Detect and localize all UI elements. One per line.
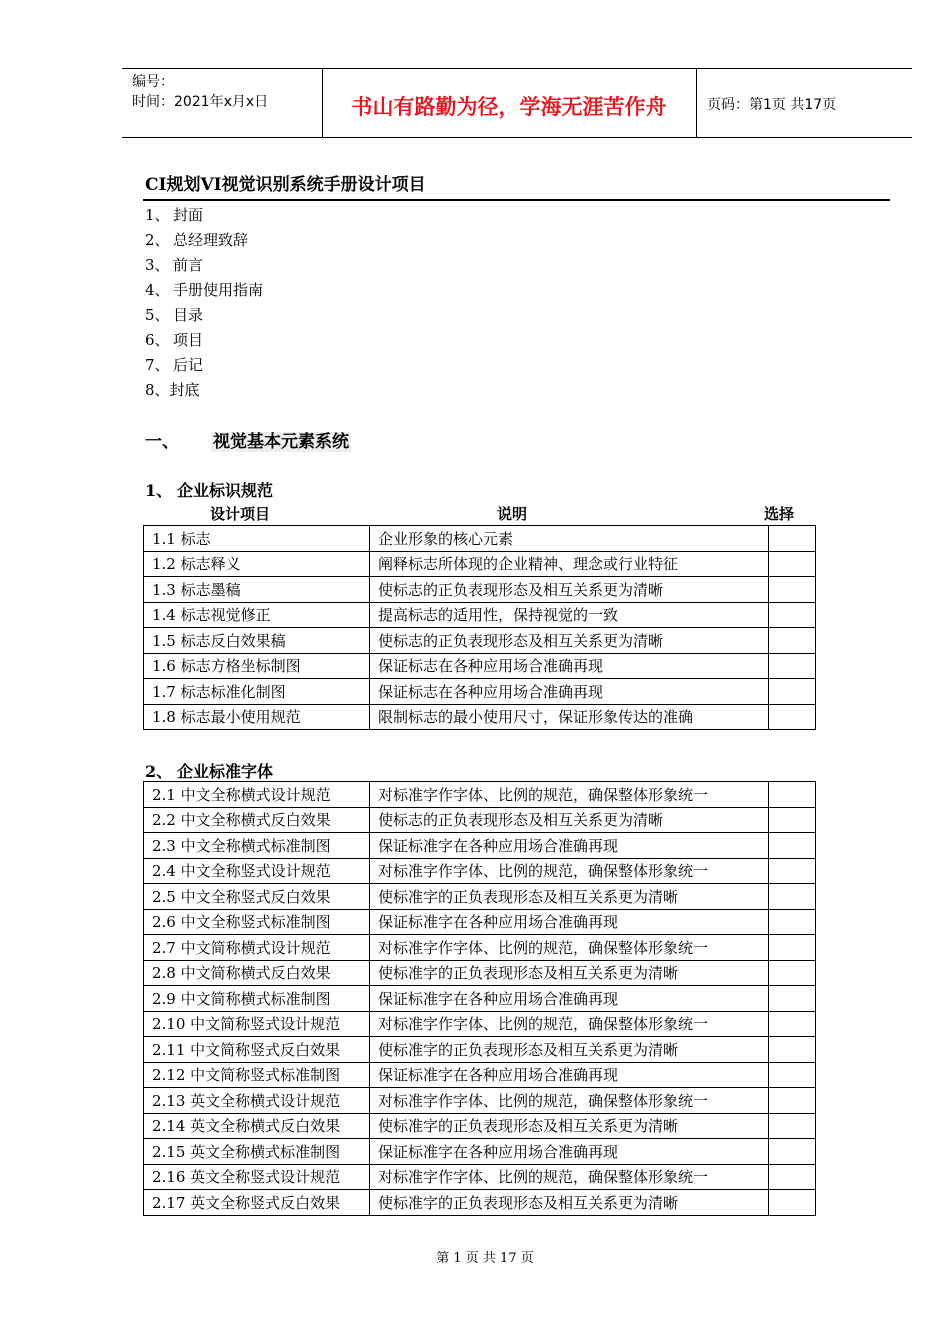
- list-item: [145, 278, 263, 303]
- title-divider: [143, 199, 890, 201]
- table-row: [144, 1190, 816, 1216]
- selection-checkbox[interactable]: [769, 1037, 816, 1063]
- table-row: [144, 1164, 816, 1190]
- list-item-text: 前言: [173, 256, 204, 274]
- item-cell: 2.9 中文简称横式标准制图: [144, 986, 370, 1012]
- list-item-number: 1、: [145, 206, 170, 224]
- section-number: 一、: [145, 432, 179, 452]
- subsection-number: 2、: [145, 762, 173, 781]
- selection-checkbox[interactable]: [769, 986, 816, 1012]
- list-item-text: 封面: [173, 206, 204, 224]
- table-row: [144, 807, 816, 833]
- selection-checkbox[interactable]: [769, 628, 816, 654]
- table-row: [144, 1113, 816, 1139]
- item-cell: 2.6 中文全称竖式标准制图: [144, 909, 370, 935]
- selection-checkbox[interactable]: [769, 551, 816, 577]
- section-title: 视觉基本元素系统: [213, 432, 349, 452]
- table-row: [144, 653, 816, 679]
- logo-spec-table: [143, 525, 816, 730]
- table-row: [144, 551, 816, 577]
- description-cell: 对标准字作字体、比例的规范，确保整体形象统一: [370, 858, 769, 884]
- subsection-title: 企业标识规范: [177, 481, 274, 500]
- list-item-number: 8、: [145, 381, 170, 399]
- item-cell: 2.1 中文全称横式设计规范: [144, 782, 370, 808]
- item-cell: 1.4 标志视觉修正: [144, 602, 370, 628]
- contents-list: [145, 203, 263, 403]
- description-cell: 使标准字的正负表现形态及相互关系更为清晰: [370, 960, 769, 986]
- selection-checkbox[interactable]: [769, 1088, 816, 1114]
- list-item-number: 6、: [145, 331, 170, 349]
- item-cell: 2.17 英文全称竖式反白效果: [144, 1190, 370, 1216]
- selection-checkbox[interactable]: [769, 1113, 816, 1139]
- item-cell: 2.12 中文简称竖式标准制图: [144, 1062, 370, 1088]
- table-row: [144, 986, 816, 1012]
- selection-checkbox[interactable]: [769, 935, 816, 961]
- table-row: [144, 1139, 816, 1165]
- subsection-heading-2: [145, 759, 273, 782]
- description-cell: 使标志的正负表现形态及相互关系更为清晰: [370, 577, 769, 603]
- list-item: [145, 328, 263, 353]
- item-cell: 2.15 英文全称横式标准制图: [144, 1139, 370, 1165]
- table-row: [144, 960, 816, 986]
- description-cell: 对标准字作字体、比例的规范，确保整体形象统一: [370, 1164, 769, 1190]
- description-cell: 企业形象的核心元素: [370, 526, 769, 552]
- subsection-number: 1、: [145, 481, 173, 500]
- selection-checkbox[interactable]: [769, 526, 816, 552]
- item-cell: 2.13 英文全称横式设计规范: [144, 1088, 370, 1114]
- description-cell: 对标准字作字体、比例的规范，确保整体形象统一: [370, 782, 769, 808]
- selection-checkbox[interactable]: [769, 909, 816, 935]
- description-cell: 对标准字作字体、比例的规范，确保整体形象统一: [370, 1088, 769, 1114]
- selection-checkbox[interactable]: [769, 1164, 816, 1190]
- item-cell: 1.7 标志标准化制图: [144, 679, 370, 705]
- selection-checkbox[interactable]: [769, 884, 816, 910]
- table-row: [144, 1062, 816, 1088]
- item-cell: 2.5 中文全称竖式反白效果: [144, 884, 370, 910]
- selection-checkbox[interactable]: [769, 960, 816, 986]
- selection-checkbox[interactable]: [769, 577, 816, 603]
- header-motto-cell: [322, 69, 697, 137]
- table-row: [144, 909, 816, 935]
- column-header-item: 设计项目: [210, 505, 271, 523]
- list-item-number: 5、: [145, 306, 170, 324]
- description-cell: 保证标准字在各种应用场合准确再现: [370, 1139, 769, 1165]
- item-cell: 2.7 中文简称横式设计规范: [144, 935, 370, 961]
- motto: 书山有路勤为径，学海无涯苦作舟: [351, 95, 667, 119]
- item-cell: 2.10 中文简称竖式设计规范: [144, 1011, 370, 1037]
- item-cell: 1.8 标志最小使用规范: [144, 704, 370, 730]
- time-label: 时间：2021年x月x日: [132, 94, 269, 110]
- header-page-cell: [697, 69, 912, 137]
- list-item: [145, 378, 263, 403]
- item-cell: 1.6 标志方格坐标制图: [144, 653, 370, 679]
- font-spec-table: [143, 781, 816, 1216]
- selection-checkbox[interactable]: [769, 858, 816, 884]
- selection-checkbox[interactable]: [769, 1011, 816, 1037]
- selection-checkbox[interactable]: [769, 1190, 816, 1216]
- number-label: 编号：: [132, 74, 174, 90]
- section-heading: [145, 427, 351, 452]
- description-cell: 保证标志在各种应用场合准确再现: [370, 679, 769, 705]
- table-row: [144, 782, 816, 808]
- table-row: [144, 1037, 816, 1063]
- table-row: [144, 628, 816, 654]
- list-item-number: 4、: [145, 281, 170, 299]
- item-cell: 2.11 中文简称竖式反白效果: [144, 1037, 370, 1063]
- selection-checkbox[interactable]: [769, 807, 816, 833]
- item-cell: 2.8 中文简称横式反白效果: [144, 960, 370, 986]
- selection-checkbox[interactable]: [769, 602, 816, 628]
- description-cell: 限制标志的最小使用尺寸，保证形象传达的准确: [370, 704, 769, 730]
- item-cell: 1.3 标志墨稿: [144, 577, 370, 603]
- selection-checkbox[interactable]: [769, 782, 816, 808]
- list-item-number: 3、: [145, 256, 170, 274]
- list-item-text: 手册使用指南: [173, 281, 264, 299]
- description-cell: 阐释标志所体现的企业精神、理念或行业特征: [370, 551, 769, 577]
- item-cell: 2.3 中文全称横式标准制图: [144, 833, 370, 859]
- description-cell: 保证标准字在各种应用场合准确再现: [370, 833, 769, 859]
- column-header-select: 选择: [764, 505, 795, 523]
- table-row: [144, 577, 816, 603]
- list-item: [145, 303, 263, 328]
- item-cell: 1.1 标志: [144, 526, 370, 552]
- item-cell: 1.5 标志反白效果稿: [144, 628, 370, 654]
- list-item-text: 后记: [173, 356, 204, 374]
- document-title: CI规划VI视觉识别系统手册设计项目: [145, 175, 426, 195]
- description-cell: 使标准字的正负表现形态及相互关系更为清晰: [370, 884, 769, 910]
- list-item-number: 2、: [145, 231, 170, 249]
- selection-checkbox[interactable]: [769, 679, 816, 705]
- list-item: [145, 253, 263, 278]
- list-item: [145, 203, 263, 228]
- description-cell: 使标准字的正负表现形态及相互关系更为清晰: [370, 1113, 769, 1139]
- selection-checkbox[interactable]: [769, 704, 816, 730]
- table-row: [144, 704, 816, 730]
- table-row: [144, 935, 816, 961]
- list-item: [145, 228, 263, 253]
- subsection-title: 企业标准字体: [177, 762, 274, 781]
- item-cell: 1.2 标志释义: [144, 551, 370, 577]
- list-item-text: 封底: [169, 381, 200, 399]
- selection-checkbox[interactable]: [769, 1062, 816, 1088]
- item-cell: 2.16 英文全称竖式设计规范: [144, 1164, 370, 1190]
- header-meta: [122, 69, 323, 137]
- selection-checkbox[interactable]: [769, 833, 816, 859]
- selection-checkbox[interactable]: [769, 1139, 816, 1165]
- list-item-text: 项目: [173, 331, 204, 349]
- description-cell: 使标志的正负表现形态及相互关系更为清晰: [370, 628, 769, 654]
- description-cell: 对标准字作字体、比例的规范，确保整体形象统一: [370, 1011, 769, 1037]
- description-cell: 使标准字的正负表现形态及相互关系更为清晰: [370, 1037, 769, 1063]
- page-footer: 第 1 页 共 17 页: [436, 1251, 534, 1266]
- item-cell: 2.2 中文全称横式反白效果: [144, 807, 370, 833]
- list-item-number: 7、: [145, 356, 170, 374]
- description-cell: 对标准字作字体、比例的规范，确保整体形象统一: [370, 935, 769, 961]
- item-cell: 2.14 英文全称横式反白效果: [144, 1113, 370, 1139]
- description-cell: 使标准字的正负表现形态及相互关系更为清晰: [370, 1190, 769, 1216]
- description-cell: 保证标准字在各种应用场合准确再现: [370, 909, 769, 935]
- selection-checkbox[interactable]: [769, 653, 816, 679]
- description-cell: 保证标准字在各种应用场合准确再现: [370, 1062, 769, 1088]
- table-row: [144, 1011, 816, 1037]
- table-row: [144, 884, 816, 910]
- description-cell: 提高标志的适用性，保持视觉的一致: [370, 602, 769, 628]
- subsection-heading-1: [145, 478, 273, 501]
- page-header: [122, 68, 912, 138]
- list-item: [145, 353, 263, 378]
- description-cell: 使标志的正负表现形态及相互关系更为清晰: [370, 807, 769, 833]
- table-row: [144, 1088, 816, 1114]
- list-item-text: 总经理致辞: [173, 231, 249, 249]
- description-cell: 保证标志在各种应用场合准确再现: [370, 653, 769, 679]
- page-label: 页码：第1页 共17页: [707, 97, 837, 113]
- description-cell: 保证标准字在各种应用场合准确再现: [370, 986, 769, 1012]
- table-row: [144, 858, 816, 884]
- table-row: [144, 526, 816, 552]
- column-header-desc: 说明: [497, 505, 528, 523]
- table-row: [144, 833, 816, 859]
- table-row: [144, 679, 816, 705]
- item-cell: 2.4 中文全称竖式设计规范: [144, 858, 370, 884]
- table-row: [144, 602, 816, 628]
- list-item-text: 目录: [173, 306, 204, 324]
